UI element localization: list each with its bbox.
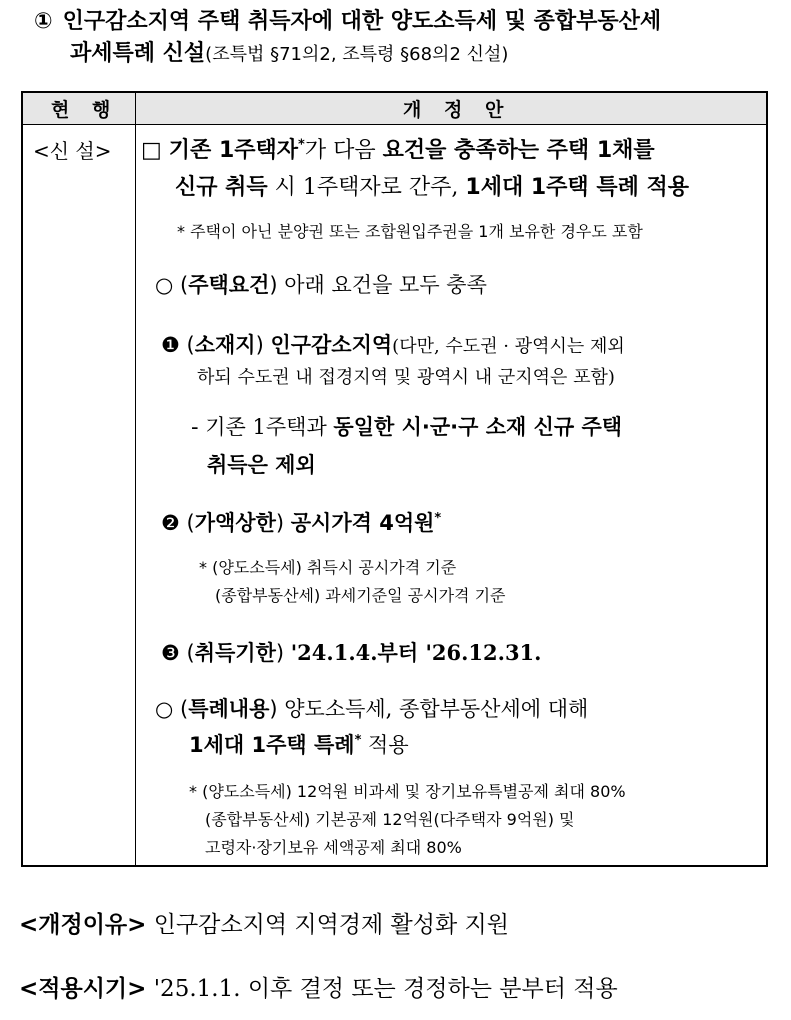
housing-text: 아래 요건을 모두 충족 xyxy=(284,273,487,297)
main-l2-a: 신규 취득 xyxy=(175,175,268,200)
special-text: 양도소득세, 종합부동산세에 대해 xyxy=(284,697,589,721)
req1-sub-a: 기존 1주택과 xyxy=(205,415,334,439)
checkbox-icon: □ xyxy=(141,138,162,163)
main-line1 xyxy=(141,133,655,164)
main-l1-star: * xyxy=(298,137,305,153)
req2-bold: 공시가격 4억원 xyxy=(290,511,435,535)
req2-label: 가액상한 xyxy=(194,511,276,535)
num-2-icon: ❷ xyxy=(161,511,180,535)
req1-line1: ❶ (소재지) 인구감소지역(다만, 수도권 · 광역시는 제외 xyxy=(161,333,625,357)
req3-label: 취득기한 xyxy=(194,641,276,665)
req1-sub-b: 동일한 시·군·구 소재 신규 주택 xyxy=(333,415,623,439)
special-note3: 고령자·장기보유 세액공제 최대 80% xyxy=(205,838,462,857)
effective-line xyxy=(19,970,618,1003)
num-3-icon: ❸ xyxy=(161,641,180,665)
main-l1-b: 가 다음 xyxy=(304,138,383,163)
req2-note2: (종합부동산세) 과세기준일 공시가격 기준 xyxy=(215,586,506,605)
dash: - xyxy=(191,415,199,439)
reason-text: 인구감소지역 지역경제 활성화 지원 xyxy=(153,912,509,938)
main-l2-b: 시 1주택자로 간주, xyxy=(267,175,466,200)
title-line1: 인구감소지역 주택 취득자에 대한 양도소득세 및 종합부동산세 xyxy=(62,9,662,34)
req1-l1-rest: (다만, 수도권 · 광역시는 제외 xyxy=(392,336,625,357)
req1-line2: 하되 수도권 내 접경지역 및 광역시 내 군지역은 포함) xyxy=(197,367,615,388)
req3-line: ❸ (취득기한) '24.1.4.부터 '26.12.31. xyxy=(161,640,542,665)
main-line2 xyxy=(175,170,689,201)
special-l2-star: * xyxy=(354,733,362,748)
section-number: ① xyxy=(34,9,53,34)
special-line1: ○ (특례내용) 양도소득세, 종합부동산세에 대해 xyxy=(155,697,589,721)
req1-sub-line2: 취득은 제외 xyxy=(207,453,316,477)
special-note2: (종합부동산세) 기본공제 12억원(다주택자 9억원) 및 xyxy=(205,810,575,829)
req1-label: 소재지 xyxy=(194,333,256,357)
req2-star: * xyxy=(434,511,442,526)
effective-text: '25.1.1. 이후 결정 또는 경정하는 분부터 적용 xyxy=(153,976,618,1002)
req1-sub-line1 xyxy=(191,411,622,441)
num-1-icon: ❶ xyxy=(161,333,180,357)
title-line2-ref: (조특법 §71의2, 조특령 §68의2 신설) xyxy=(205,44,509,65)
main-l1-c: 요건을 충족하는 주택 1채를 xyxy=(382,138,655,163)
special-l2-rest: 적용 xyxy=(361,733,409,757)
reason-label: <개정이유> xyxy=(19,912,147,938)
effective-label: <적용시기> xyxy=(19,976,147,1002)
main-l1-a: 기존 1주택자 xyxy=(168,138,299,163)
main-note: * 주택이 아닌 분양권 또는 조합원입주권을 1개 보유한 경우도 포함 xyxy=(177,222,643,241)
special-l2-bold: 1세대 1주택 특례 xyxy=(189,733,355,757)
req2-note1: * (양도소득세) 취득시 공시가격 기준 xyxy=(199,558,457,577)
column-divider xyxy=(135,93,136,865)
req1-bold: 인구감소지역 xyxy=(270,333,393,357)
housing-line: ○ (주택요건) 아래 요건을 모두 충족 xyxy=(155,273,487,297)
current-cell: <신 설> xyxy=(33,139,112,163)
reason-line xyxy=(19,906,509,939)
comparison-table xyxy=(21,91,768,867)
bullet-icon-2: ○ xyxy=(155,697,174,721)
special-label: 특례내용 xyxy=(188,697,270,721)
main-l2-c: 1세대 1주택 특례 적용 xyxy=(465,175,690,200)
title-line2-main: 과세특례 신설 xyxy=(70,41,206,66)
section-title xyxy=(34,6,784,71)
special-line2 xyxy=(189,729,409,759)
header-current: 현 행 xyxy=(51,99,119,121)
special-note1: * (양도소득세) 12억원 비과세 및 장기보유특별공제 최대 80% xyxy=(189,782,626,801)
bullet-icon: ○ xyxy=(155,273,174,297)
req3-bold: '24.1.4.부터 '26.12.31. xyxy=(290,640,542,665)
housing-label: 주택요건 xyxy=(188,273,270,297)
header-new: 개 정 안 xyxy=(403,99,512,121)
req2-line: ❷ (가액상한) 공시가격 4억원* xyxy=(161,511,442,535)
